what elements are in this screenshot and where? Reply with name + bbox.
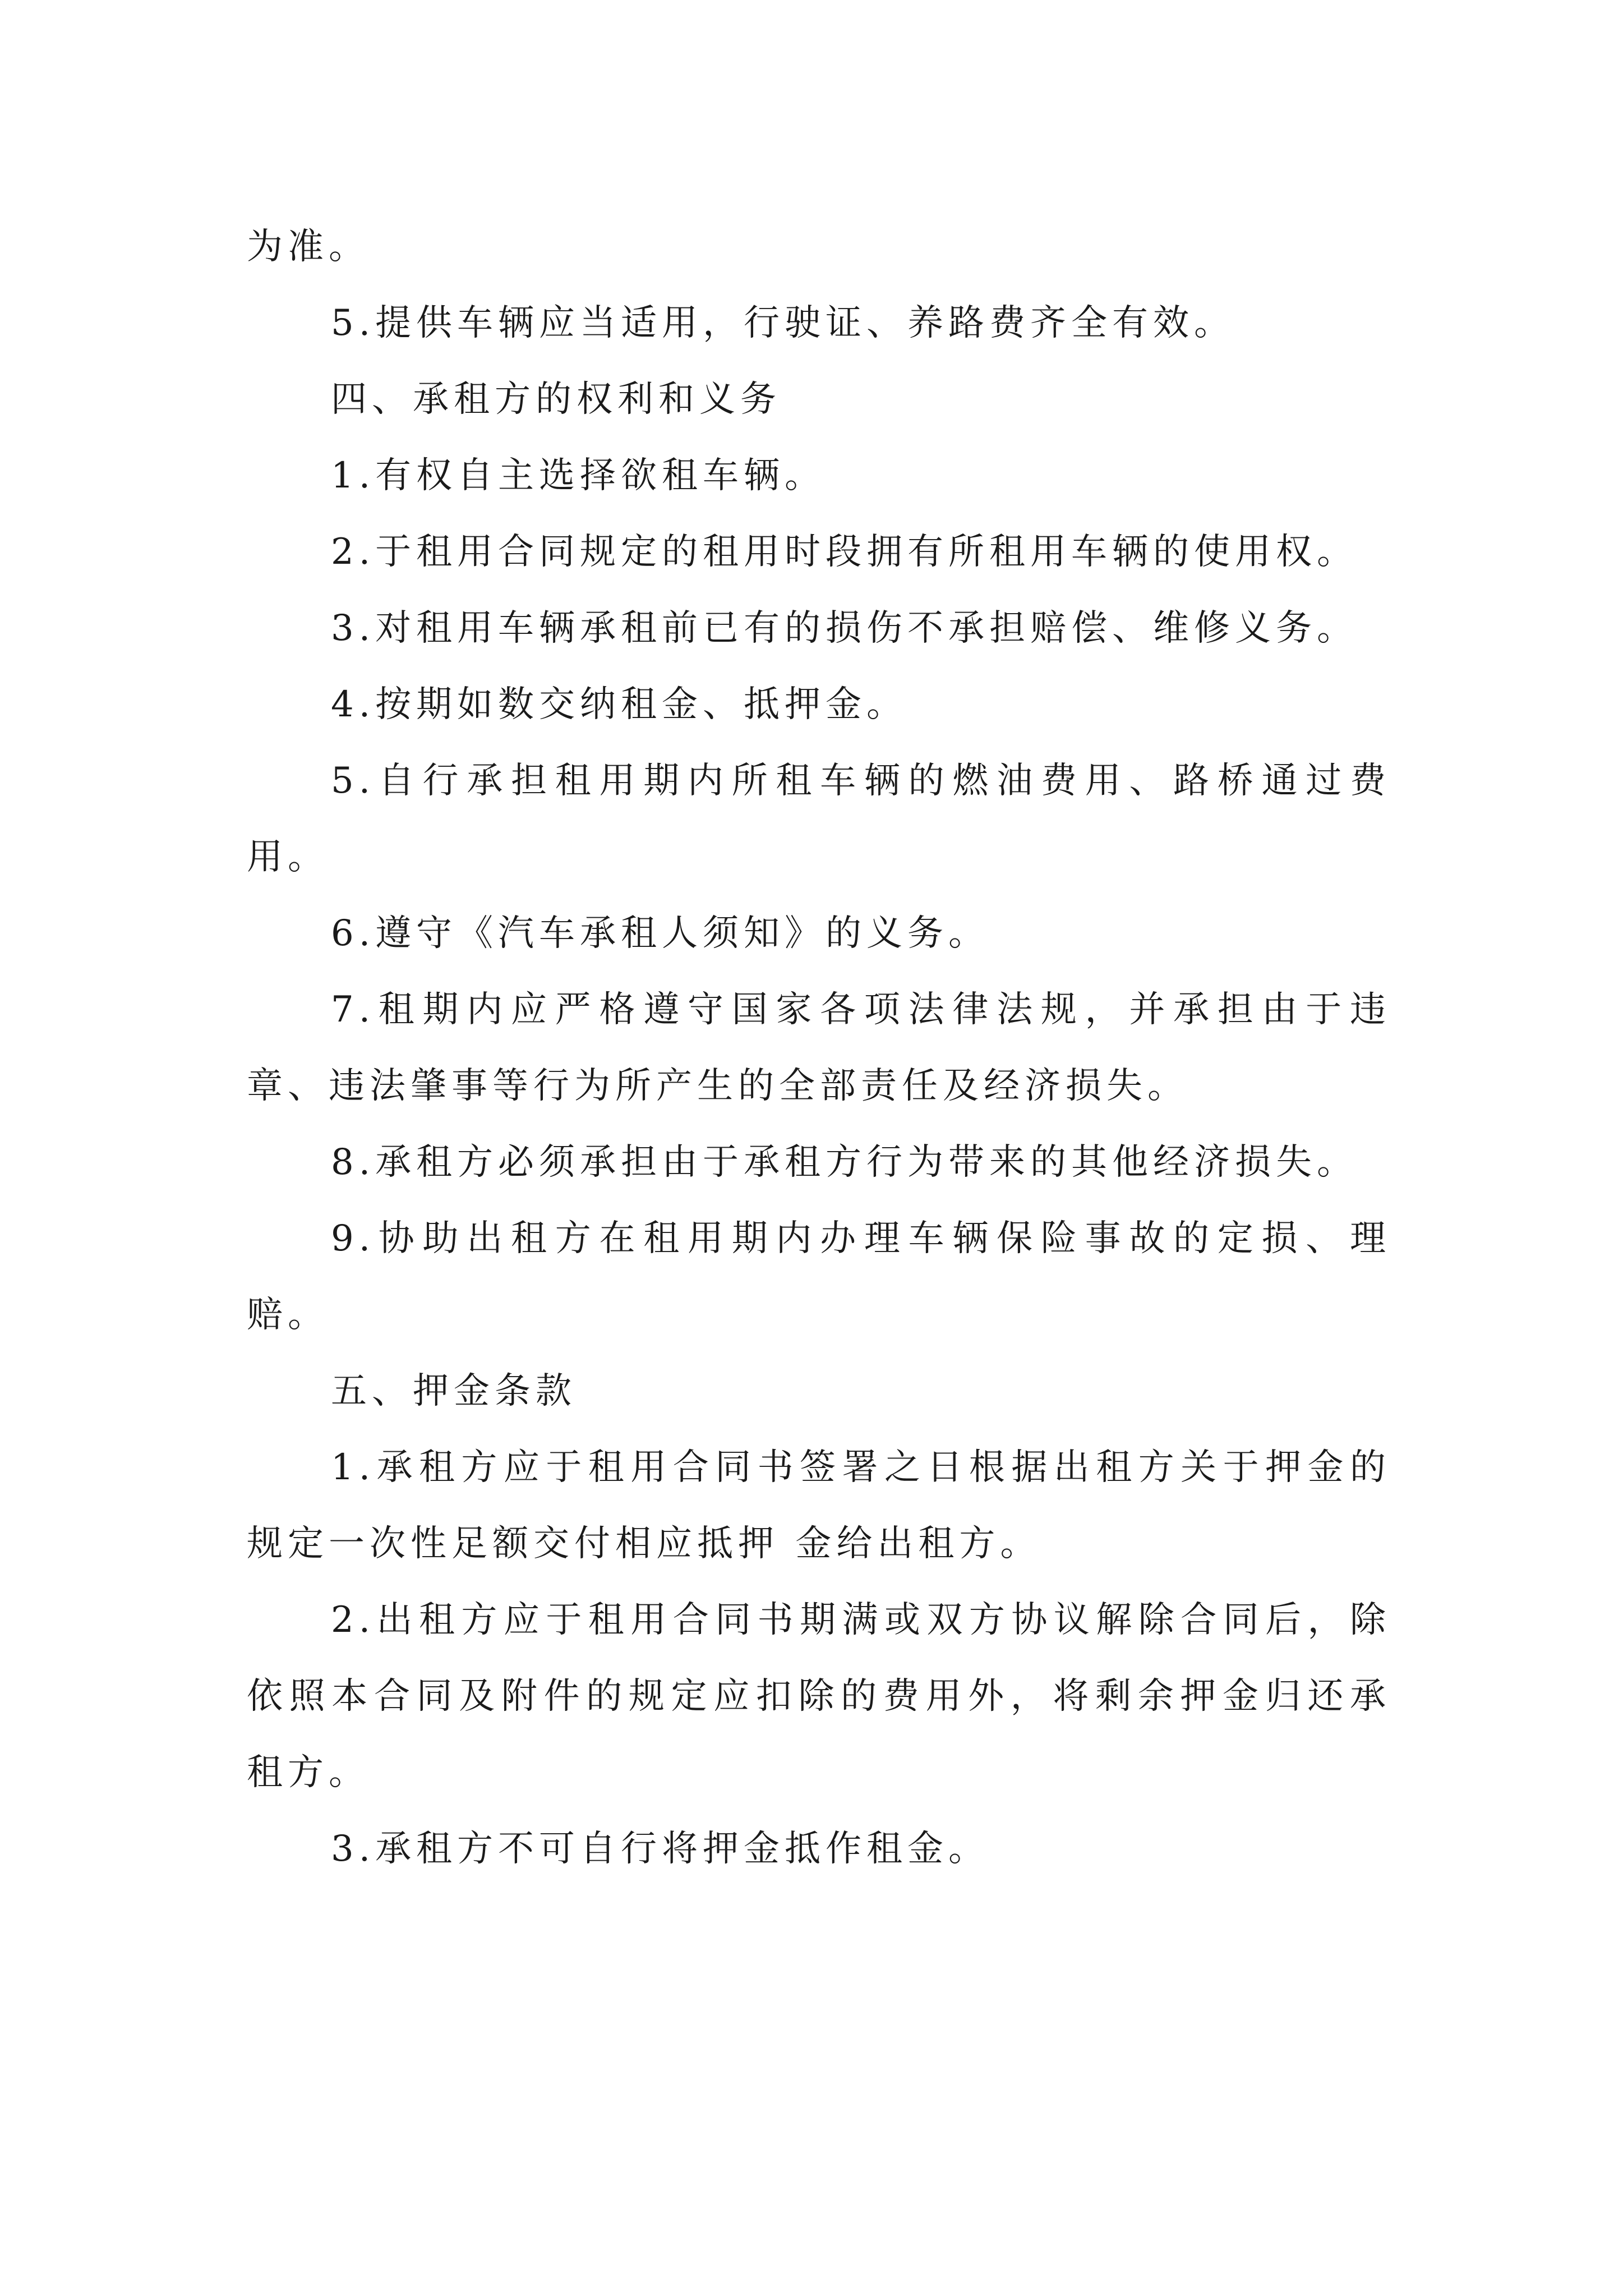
paragraph-deposit-2-refund-deposit: 2.出租方应于租用合同书期满或双方协议解除合同后，除依照本合同及附件的规定应扣除的费用外，将剩余押金归还承租方。	[247, 1599, 1391, 1793]
paragraph-item-3-prior-damage: 3.对租用车辆承租前已有的损伤不承担赔偿、维修义务。	[331, 608, 1358, 649]
paragraph-item-4-pay-rent: 4.按期如数交纳租金、抵押金。	[331, 684, 908, 725]
paragraph-item-5-fuel-tolls: 5.自行承担租用期内所租车辆的燃油费用、路桥通过费用。	[247, 760, 1391, 878]
paragraph-deposit-1-pay-deposit: 1.承租方应于租用合同书签署之日根据出租方关于押金的规定一次性足额交付相应抵押 金给出租方。	[247, 1447, 1391, 1565]
paragraph-item-9-insurance-claims: 9.协助出租方在租用期内办理车辆保险事故的定损、理赔。	[247, 1218, 1391, 1336]
paragraph-item-8-other-losses: 8.承租方必须承担由于承租方行为带来的其他经济损失。	[331, 1142, 1358, 1183]
paragraph-deposit-3-no-offset: 3.承租方不可自行将押金抵作租金。	[331, 1828, 990, 1870]
paragraph-item-5-vehicle-valid: 5.提供车辆应当适用，行驶证、养路费齐全有效。	[331, 302, 1235, 344]
paragraph-continuation: 为准。	[247, 226, 370, 268]
paragraph-item-2-usage-right: 2.于租用合同规定的租用时段拥有所租用车辆的使用权。	[331, 531, 1358, 573]
section-heading-lessee-rights: 四、承租方的权利和义务	[331, 379, 781, 420]
paragraph-item-7-obey-laws: 7.租期内应严格遵守国家各项法律法规，并承担由于违章、违法肇事等行为所产生的全部责任及经济损失。	[247, 989, 1391, 1107]
paragraph-item-1-choose-vehicle: 1.有权自主选择欲租车辆。	[331, 455, 826, 496]
section-heading-deposit-terms: 五、押金条款	[331, 1370, 577, 1412]
paragraph-item-6-lessee-notice: 6.遵守《汽车承租人须知》的义务。	[331, 913, 990, 954]
document-body	[247, 209, 1391, 1887]
